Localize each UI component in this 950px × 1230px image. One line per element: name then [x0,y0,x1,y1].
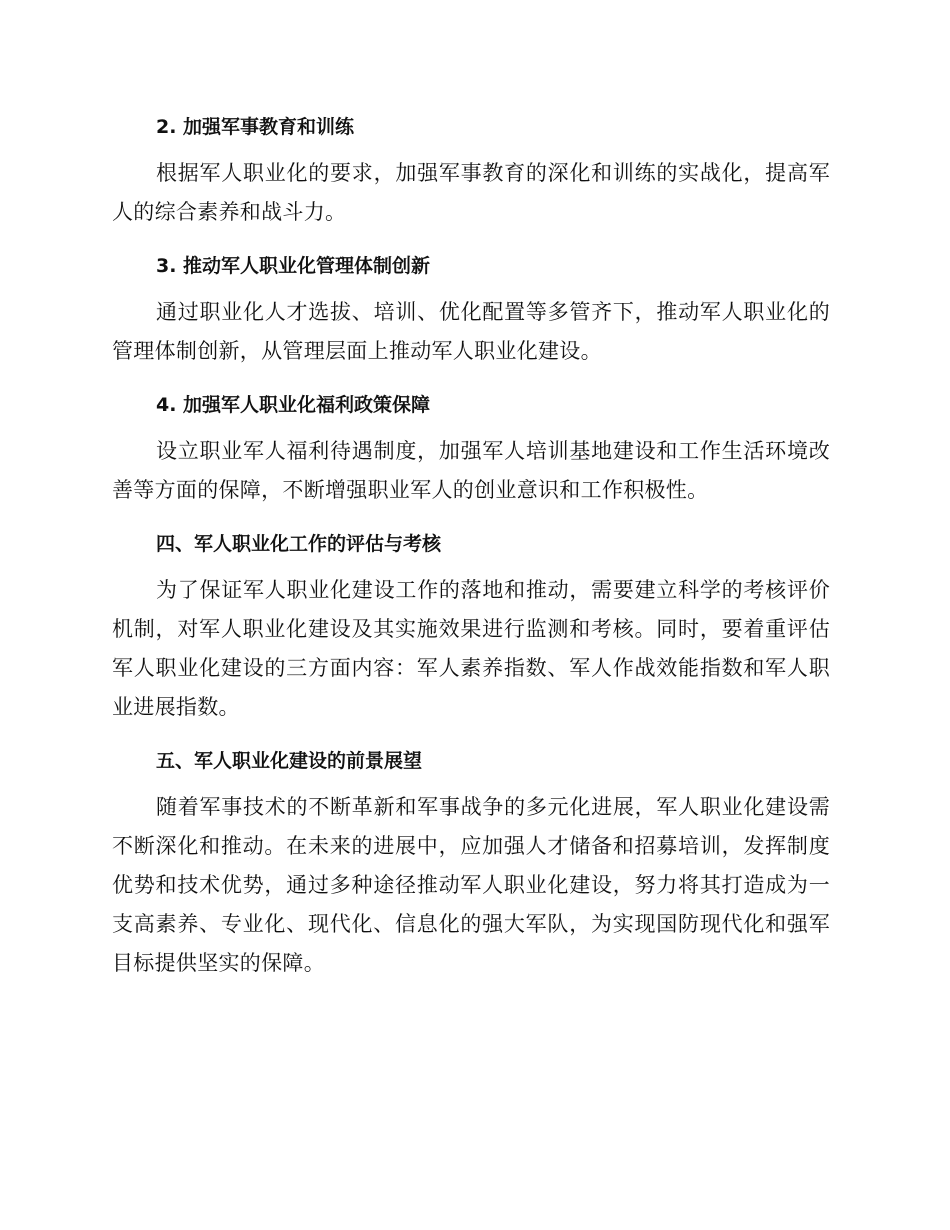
section-paragraph-evaluation: 为了保证军人职业化建设工作的落地和推动，需要建立科学的考核评价机制，对军人职业化建设及其实施效果进行监测和考核。同时，要着重评估军人职业化建设的三方面内容：军人素养指数、军人作战效能指数和军人职业进展指数。 [112,578,830,719]
section-heading-welfare-policy: 4. 加强军人职业化福利政策保障 [156,394,431,416]
section-heading-education-training: 2. 加强军事教育和训练 [156,116,355,138]
section-heading-management-innovation: 3. 推动军人职业化管理体制创新 [156,255,431,277]
section-paragraph-management-innovation: 通过职业化人才选拔、培训、优化配置等多管齐下，推动军人职业化的管理体制创新，从管理层面上推动军人职业化建设。 [112,300,830,363]
section-paragraph-welfare-policy: 设立职业军人福利待遇制度，加强军人培训基地建设和工作生活环境改善等方面的保障，不断增强职业军人的创业意识和工作积极性。 [112,439,830,502]
section-heading-outlook: 五、军人职业化建设的前景展望 [156,750,423,772]
document-body [112,110,830,1000]
section-paragraph-education-training: 根据军人职业化的要求，加强军事教育的深化和训练的实战化，提高军人的综合素养和战斗力。 [112,161,830,224]
section-paragraph-outlook: 随着军事技术的不断革新和军事战争的多元化进展，军人职业化建设需不断深化和推动。在未来的进展中，应加强人才储备和招募培训，发挥制度优势和技术优势，通过多种途径推动军人职业化建设，努力将其打造成为一支高素养、专业化、现代化、信息化的强大军队，为实现国防现代化和强军目标提供坚实的保障。 [112,795,830,975]
section-heading-evaluation: 四、军人职业化工作的评估与考核 [156,533,442,555]
